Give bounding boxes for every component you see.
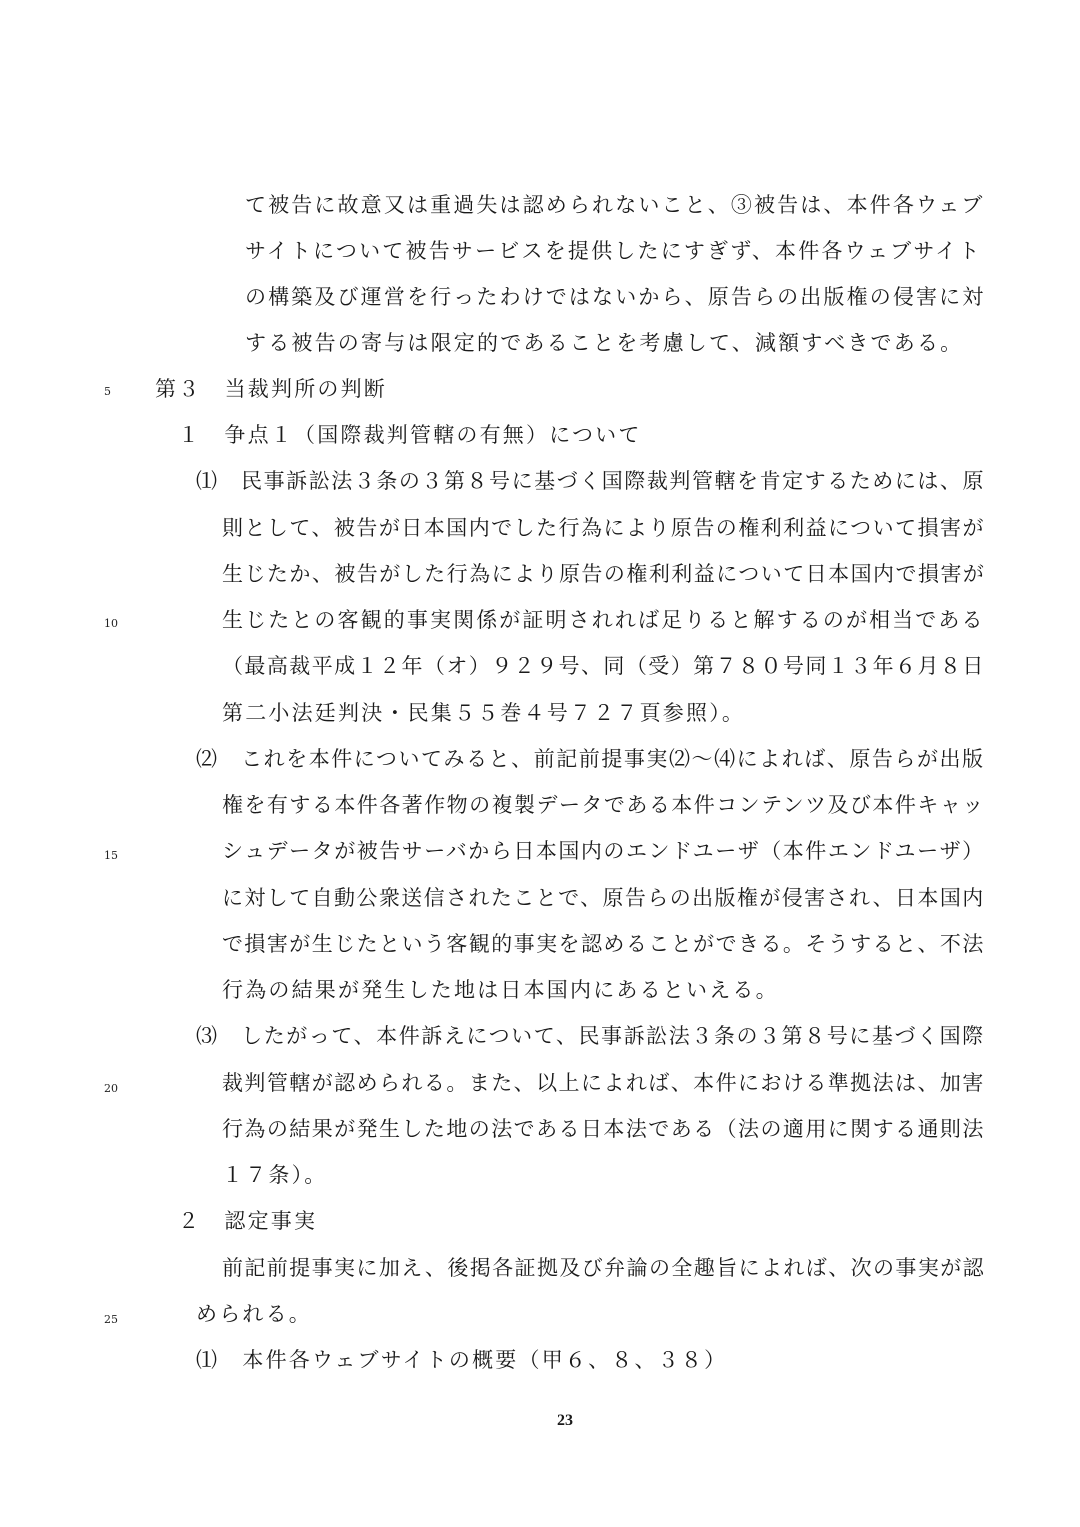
text-line: 第二小法廷判決・民集５５巻４号７２７頁参照）。 <box>222 701 746 725</box>
line-number: 25 <box>104 1313 118 1326</box>
text-line: に対して自動公衆送信されたことで、原告らの出版権が侵害され、日本国内 <box>222 886 985 910</box>
line-number: 5 <box>104 385 111 398</box>
subsection-heading: １ 争点１（国際裁判管轄の有無）について <box>178 423 642 447</box>
text-line: て被告に故意又は重過失は認められないこと、③被告は、本件各ウェブ <box>245 193 985 217</box>
line-number: 10 <box>104 617 118 630</box>
text-line: サイトについて被告サービスを提供したにすぎず、本件各ウェブサイト <box>245 239 982 263</box>
text-line: 行為の結果が発生した地は日本国内にあるといえる。 <box>222 978 779 1002</box>
text-line: 裁判管轄が認められる。また、以上によれば、本件における準拠法は、加害 <box>222 1071 985 1095</box>
subsection-heading: ２ 認定事実 <box>178 1209 318 1233</box>
text-line: （最高裁平成１２年（オ）９２９号、同（受）第７８０号同１３年６月８日 <box>222 654 985 678</box>
text-line: で損害が生じたという客観的事実を認めることができる。そうすると、不法 <box>222 932 985 956</box>
text-line: 行為の結果が発生した地の法である日本法である（法の適用に関する通則法 <box>222 1117 985 1141</box>
text-line: ⑴ 民事訴訟法３条の３第８号に基づく国際裁判管轄を肯定するためには、原 <box>196 469 985 493</box>
text-line: する被告の寄与は限定的であることを考慮して、減額すべきである。 <box>245 331 964 355</box>
text-line: ⑵ これを本件についてみると、前記前提事実⑵～⑷によれば、原告らが出版 <box>196 747 985 771</box>
text-line: 前記前提事実に加え、後掲各証拠及び弁論の全趣旨によれば、次の事実が認 <box>222 1256 986 1280</box>
text-line: 権を有する本件各著作物の複製データである本件コンテンツ及び本件キャッ <box>222 793 985 817</box>
text-line: ⑶ したがって、本件訴えについて、民事訴訟法３条の３第８号に基づく国際 <box>196 1024 985 1048</box>
text-line: ⑴ 本件各ウェブサイトの概要（甲６、８、３８） <box>196 1348 728 1372</box>
line-number: 15 <box>104 849 118 862</box>
text-line: められる。 <box>196 1302 312 1326</box>
text-line: の構築及び運営を行ったわけではないから、原告らの出版権の侵害に対 <box>245 285 986 309</box>
text-line: 生じたか、被告がした行為により原告の権利利益について日本国内で損害が <box>222 562 986 586</box>
text-line: シュデータが被告サーバから日本国内のエンドユーザ（本件エンドユーザ） <box>222 839 985 863</box>
page-number: 23 <box>557 1412 573 1429</box>
text-line: 則として、被告が日本国内でした行為により原告の権利利益について損害が <box>222 516 985 540</box>
text-line: １７条）。 <box>222 1163 328 1187</box>
text-line: 生じたとの客観的事実関係が証明されれば足りると解するのが相当である <box>222 608 985 632</box>
line-number: 20 <box>104 1082 118 1095</box>
section-heading: 第３ 当裁判所の判断 <box>155 377 387 401</box>
